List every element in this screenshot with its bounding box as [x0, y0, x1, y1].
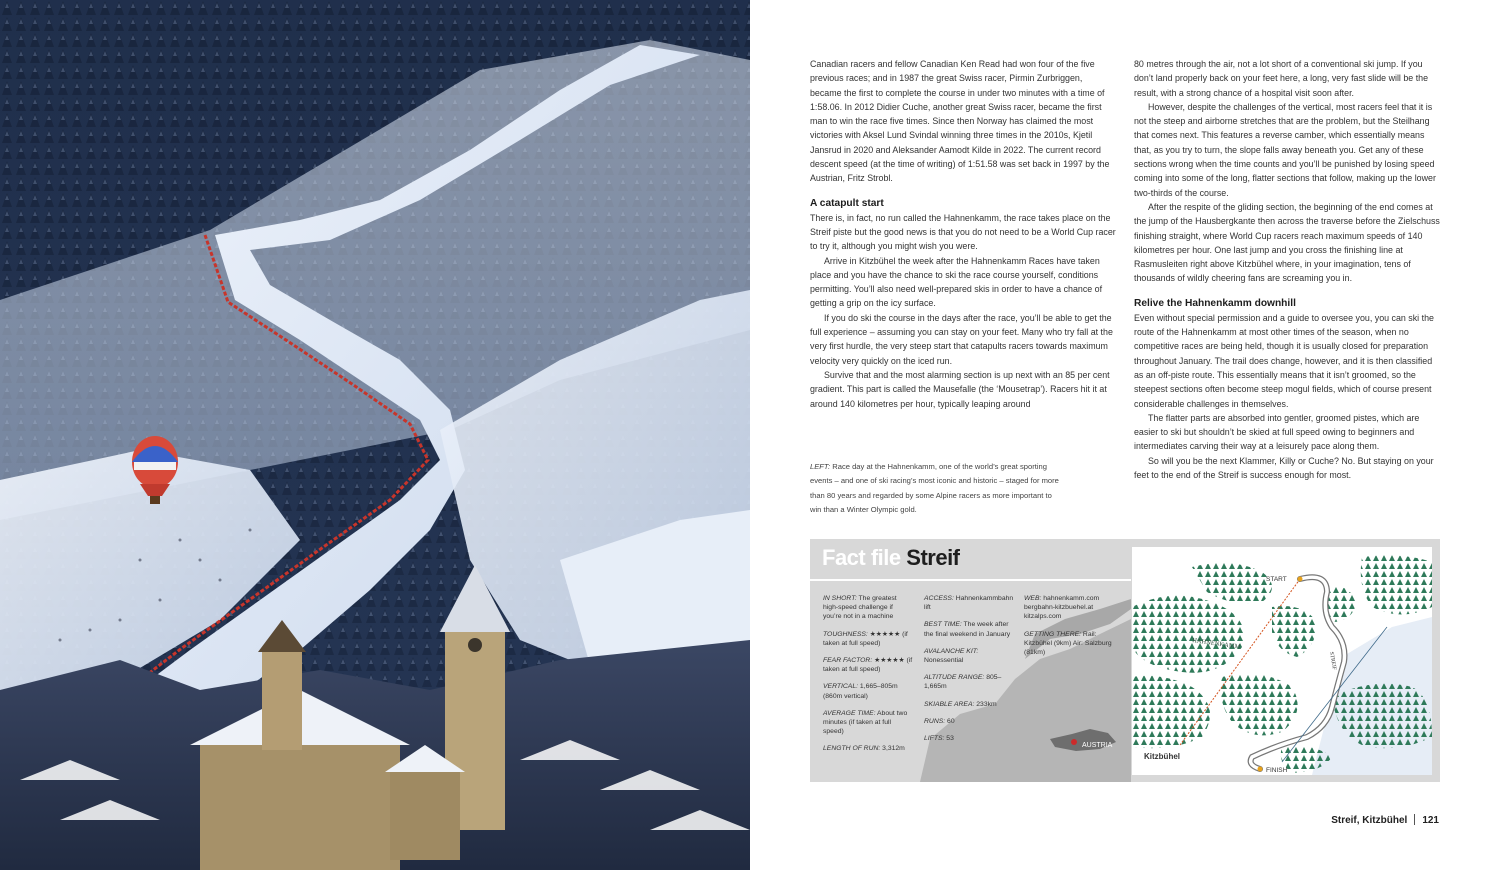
- paragraph: There is, in fact, no run called the Hahnenkamm, the race takes place on the Streif piste but the good news is that you do not need to be a World Cup racer to try it, although you might wish you were.: [810, 212, 1116, 252]
- austria-label: AUSTRIA: [1082, 742, 1113, 749]
- paragraph: Arrive in Kitzbühel the week after the Hahnenkamm Races have taken place and you have the chance to ski the race course yourself, conditions permitting. You’ll also need well-prepared skis in order to have a chance of getting a grip on the icy surface.: [810, 255, 1103, 309]
- fact-file-details: [810, 539, 1131, 782]
- paragraph: However, despite the challenges of the vertical, most racers feel that it is not the steep and airborne stretches that are the problem, but the Steilhang that comes next. This features a reverse camber, which essentially means that, as you try to turn, the slope falls away beneath you. Get any of these sections wrong when the time counts and you’ll be punished by losing speed coming into some of the long, flatter sections that follow, making up the lower two-thirds of the course.: [1134, 101, 1436, 198]
- paragraph: 80 metres through the air, not a lot short of a conventional ski jump. If you don’t land properly back on your feet here, a long, very fast slide will be the result, with a strong chance of a hospital visit soon after.: [1134, 59, 1429, 98]
- fact-item: WEB: hahnenkamm.com bergbahn-kitzbuehel.at kitzalps.com: [1024, 595, 1100, 621]
- caption-text: Race day at the Hahnenkamm, one of the world’s great sporting events – and one of ski racing’s most iconic and historic – staged for more than 80 years and regarded by some Alpine racers as more important to win than a Winter Olympic gold.: [810, 462, 1059, 514]
- fact-item: VERTICAL: 1,665–805m (860m vertical): [823, 683, 898, 700]
- piste-map-svg: [1132, 547, 1432, 775]
- photo-caption: [810, 460, 1060, 517]
- fact-file-title-name: Streif: [906, 545, 960, 570]
- title-divider: [810, 579, 1131, 581]
- paragraph: If you do ski the course in the days after the race, you’ll be able to get the full experience – assuming you can stay on your feet. Many who try fall at the very first hurdle, the very steep start that catapults racers towards maximum velocity very quickly on the iced run.: [810, 312, 1113, 366]
- town-label: Kitzbühel: [1144, 752, 1180, 761]
- article-column-left: [810, 57, 1116, 411]
- paragraph: Canadian racers and fellow Canadian Ken Read had won four of the five previous races; and in 1987 the great Swiss racer, Pirmin Zurbriggen, became the first to complete the course in under two minutes with a time of 1:58.06. In 2012 Didier Cuche, another great Swiss racer, became the first man to win the race five times. Since then Norway has claimed the most victories with Aksel Lund Svindal winning three times in the 2010s, Kjetil Jansrud in 2020 and Aleksander Aamodt Kilde in 2022. The current record descent speed (at the time of writing) of 1:51.58 was set back in 1997 by the Austrian, Fritz Strobl.: [810, 59, 1110, 184]
- fact-item: TOUGHNESS: ★★★★★ (if taken at full speed): [823, 630, 908, 647]
- fact-item: SKIABLE AREA: 233km: [924, 700, 997, 708]
- fact-column-1: [823, 594, 913, 762]
- fact-item: AVALANCHE KIT: Nonessential: [924, 647, 979, 665]
- article-column-right: [1134, 57, 1440, 482]
- fact-item: ALTITUDE RANGE: 805–1,665m: [924, 674, 1002, 691]
- fact-item: FEAR FACTOR: ★★★★★ (if taken at full speed): [823, 657, 913, 674]
- section-heading-relive: Relive the Hahnenkamm downhill: [1134, 297, 1296, 309]
- page-number: 121: [1422, 815, 1439, 826]
- finish-label: FINISH: [1266, 767, 1288, 774]
- caption-lead: LEFT:: [810, 462, 831, 471]
- run-label: STREIF: [1328, 651, 1338, 671]
- section-heading-catapult: A catapult start: [810, 197, 884, 209]
- finish-marker: [1258, 767, 1263, 772]
- page-footer: [1331, 814, 1439, 826]
- fact-item: GETTING THERE: Rail: Kitzbühel (9km) Air: Salzburg (81km): [1024, 630, 1112, 657]
- fact-file-title: [822, 545, 960, 571]
- streif-piste-map: [1132, 547, 1432, 775]
- paragraph: After the respite of the gliding section, the beginning of the end comes at the jump of the Hausbergkante then across the traverse before the Zielschuss finishing straight, where World Cup racers reach maximum speeds of 140 kilometres per hour. One last jump and you cross the finishing line at Rasmusleiten right above Kitzbühel where, in your imagination, tens of thousands of wildly cheering fans are screaming you in.: [1134, 201, 1440, 284]
- mountain-label: HAHNENKAMM: [1191, 637, 1241, 651]
- start-marker: [1298, 577, 1303, 582]
- fact-item: ACCESS: Hahnenkammbahn lift: [924, 595, 1014, 612]
- paragraph: Even without special permission and a guide to oversee you, you can ski the route of the Hahnenkamm at most other times of the season, when no competitive races are being held, though it is usually closed for preparation throughout January. The trail does change, however, and it is then classified as an off-piste route. This essentially means that it isn’t groomed, so the steepest sections often become steep mogul fields, which of course present considerable challenges in themselves.: [1134, 312, 1434, 409]
- fact-column-2: [924, 594, 1016, 751]
- kitzbuehel-marker: [1071, 739, 1077, 745]
- footer-separator: [1414, 814, 1415, 825]
- fact-item: BEST TIME: The week after the final weekend in January: [924, 621, 1011, 638]
- fact-column-3: [1024, 594, 1126, 665]
- paragraph: Survive that and the most alarming section is up next with an 85 per cent gradient. This part is called the Mausefalle (the ‘Mousetrap’). Racers hit it at around 140 kilometres per hour, typically leaping around: [810, 369, 1110, 409]
- fact-file-panel: [810, 539, 1440, 782]
- fact-item: IN SHORT: The greatest high-speed challenge if you’re not in a machine: [823, 595, 897, 621]
- fact-item: LIFTS: 53: [924, 735, 954, 743]
- start-label: START: [1266, 576, 1287, 583]
- running-title: Streif, Kitzbühel: [1331, 815, 1408, 826]
- paragraph: The flatter parts are absorbed into gentler, groomed pistes, which are easier to ski but shouldn’t be skied at full speed owing to beginners and intermediates carving their way at a leisurely pace along them.: [1134, 412, 1420, 452]
- fact-file-title-prefix: Fact file: [822, 545, 901, 570]
- fact-item: RUNS: 60: [924, 717, 955, 725]
- fact-item: AVERAGE TIME: About two minutes (if taken at full speed): [823, 709, 908, 736]
- fact-item: LENGTH OF RUN: 3,312m: [823, 745, 905, 753]
- paragraph: So will you be the next Klammer, Killy or Cuche? No. But staying on your feet to the end of the Streif is success enough for most.: [1134, 455, 1434, 481]
